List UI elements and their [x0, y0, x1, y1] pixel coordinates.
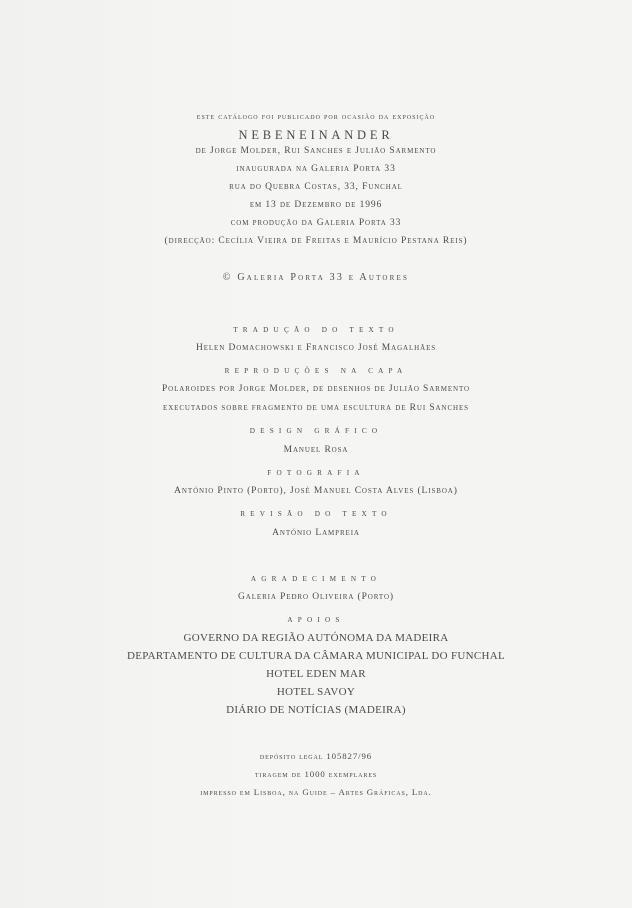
credit-heading-revision: REVISÃO DO TEXTO: [240, 510, 392, 518]
support-line-4: HOTEL SAVOY: [276, 686, 356, 698]
credit-heading-translation: TRADUÇÃO DO TEXTO: [233, 326, 399, 334]
credit-heading-design: DESIGN GRÁFICO: [249, 427, 383, 435]
support-line-5: DIÁRIO DE NOTÍCIAS (MADEIRA): [226, 704, 406, 716]
support-heading: APOIOS: [287, 616, 345, 624]
intro-line-artists: de Jorge Molder, Rui Sanches e Julião Sarmento: [195, 146, 437, 156]
support-line-1: GOVERNO DA REGIÃO AUTÓNOMA DA MADEIRA: [183, 632, 449, 644]
support-line-2: DEPARTAMENTO DE CULTURA DA CÂMARA MUNICIPAL DO FUNCHAL: [126, 650, 505, 662]
credit-heading-photography: FOTOGRAFIA: [267, 469, 365, 477]
support-line-3: HOTEL EDEN MAR: [266, 668, 366, 680]
credit-value-translation: Helen Domachowski e Francisco José Magalhães: [195, 343, 437, 353]
intro-line-inaugurated: inaugurada na Galeria Porta 33: [236, 164, 396, 174]
intro-line-production: com produção da Galeria Porta 33: [230, 218, 402, 228]
intro-line-1: este catálogo foi publicado por ocasião da exposição: [196, 111, 436, 121]
credit-value-cover-1: Polaroides por Jorge Molder, de desenhos de Julião Sarmento: [161, 384, 471, 394]
credit-value-photography: António Pinto (Porto), José Manuel Costa Alves (Lisboa): [174, 486, 458, 496]
colophon-print-run: tiragem de 1000 exemplares: [254, 769, 378, 779]
credit-value-revision: António Lampreia: [272, 528, 360, 538]
intro-line-direction: (direcção: Cecília Vieira de Freitas e Maurício Pestana Reis): [164, 236, 468, 246]
acknowledgement-heading: AGRADECIMENTO: [250, 575, 382, 583]
acknowledgement-value: Galeria Pedro Oliveira (Porto): [238, 592, 394, 602]
intro-line-address: rua do Quebra Costas, 33, Funchal: [229, 182, 403, 192]
intro-line-date: em 13 de Dezembro de 1996: [249, 200, 383, 210]
colophon-printer: impresso em Lisboa, na Guide – Artes Gráficas, Lda.: [200, 787, 432, 797]
credit-value-cover-2: executados sobre fragmento de uma escultura de Rui Sanches: [163, 403, 469, 413]
colophon-legal-deposit: depósito legal 105827/96: [259, 751, 373, 761]
exhibition-title: NEBENEINANDER: [238, 128, 394, 142]
copyright-line: © Galeria Porta 33 e Autores: [222, 272, 410, 283]
credit-value-design: Manuel Rosa: [283, 445, 349, 455]
credit-heading-cover: REPRODUÇÕES NA CAPA: [224, 367, 408, 375]
